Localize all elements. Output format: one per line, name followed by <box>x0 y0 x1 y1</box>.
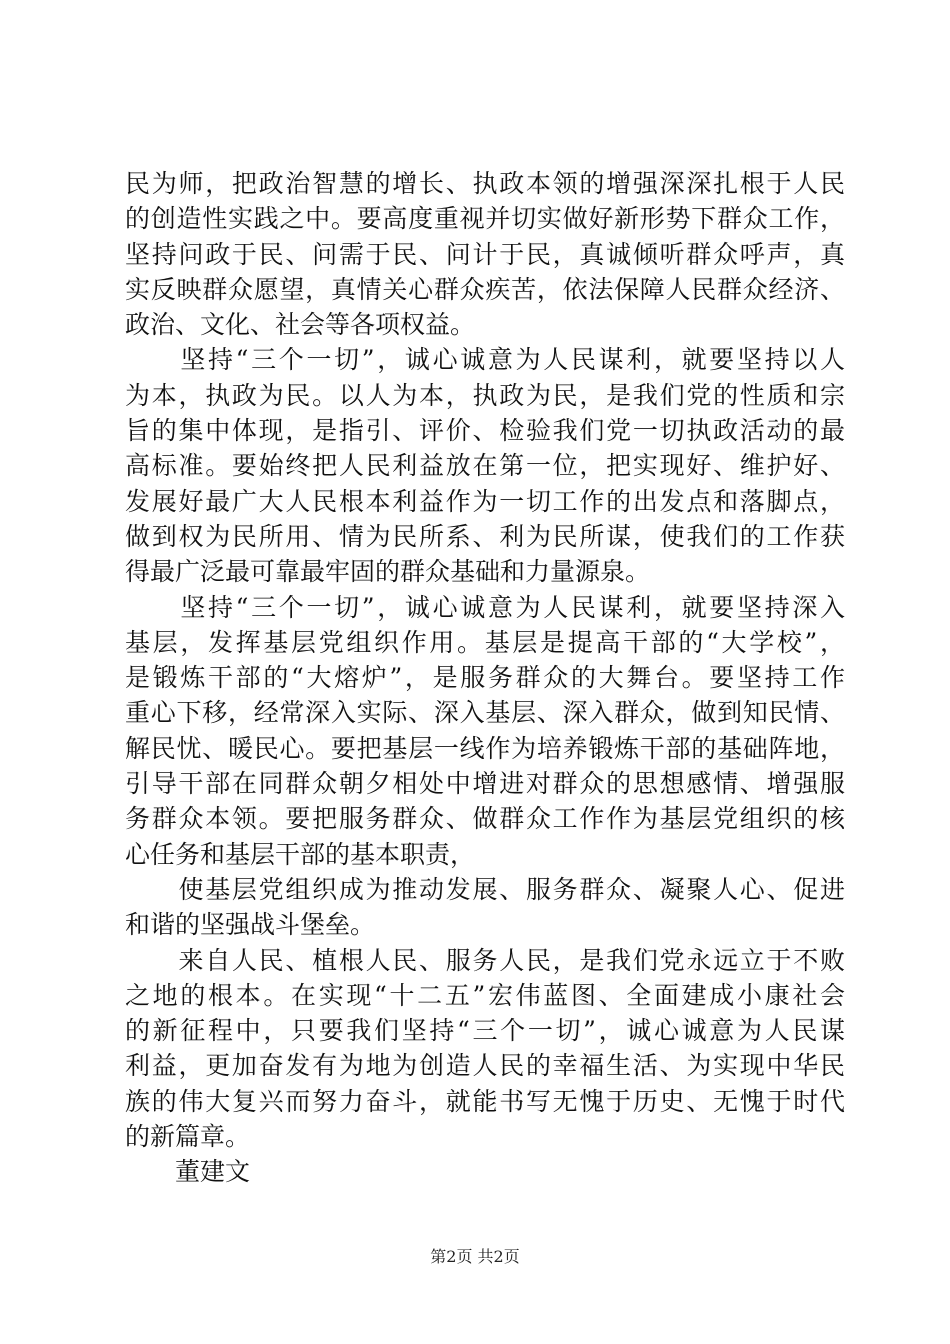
text-line: 民为师，把政治智慧的增长、执政本领的增强深深扎根于人民 <box>125 169 845 198</box>
text-line: 发展好最广大人民根本利益作为一切工作的出发点和落脚点， <box>125 486 845 516</box>
text-line: 坚持“三个一切”，诚心诚意为人民谋利，就要坚持深入 <box>125 592 845 622</box>
text-line: 来自人民、植根人民、服务人民，是我们党永远立于不败 <box>125 945 845 975</box>
text-line: 重心下移，经常深入实际、深入基层、深入群众，做到知民情、 <box>125 698 845 728</box>
text-line: 做到权为民所用、情为民所系、利为民所谋，使我们的工作获 <box>125 521 845 551</box>
text-line: 董建文 <box>125 1157 251 1187</box>
document-body <box>125 166 845 1190</box>
text-line: 坚持问政于民、问需于民、问计于民，真诚倾听群众呼声，真 <box>125 239 845 269</box>
text-line: 族的伟大复兴而努力奋斗，就能书写无愧于历史、无愧于时代 <box>125 1086 845 1116</box>
text-line: 和谐的坚强战斗堡垒。 <box>125 910 376 940</box>
text-line: 解民忧、暖民心。要把基层一线作为培养锻炼干部的基础阵地， <box>125 733 845 763</box>
text-line: 坚持“三个一切”，诚心诚意为人民谋利，就要坚持以人 <box>125 345 845 375</box>
text-line: 利益，更加奋发有为地为创造人民的幸福生活、为实现中华民 <box>125 1051 845 1081</box>
text-line: 得最广泛最可靠最牢固的群众基础和力量源泉。 <box>125 557 651 587</box>
text-line: 的新征程中，只要我们坚持“三个一切”，诚心诚意为人民谋 <box>125 1016 845 1046</box>
text-line: 的新篇章。 <box>125 1122 251 1152</box>
text-line: 政治、文化、社会等各项权益。 <box>125 310 476 340</box>
page-footer: 第2页 共2页 <box>430 1247 520 1266</box>
text-line: 基层，发挥基层党组织作用。基层是提高干部的“大学校”， <box>125 627 845 657</box>
text-line: 高标准。要始终把人民利益放在第一位，把实现好、维护好、 <box>125 451 845 481</box>
text-line: 之地的根本。在实现“十二五”宏伟蓝图、全面建成小康社会 <box>125 980 845 1010</box>
text-line: 务群众本领。要把服务群众、做群众工作作为基层党组织的核 <box>125 804 845 834</box>
text-line: 使基层党组织成为推动发展、服务群众、凝聚人心、促进 <box>125 874 845 904</box>
text-line: 旨的集中体现，是指引、评价、检验我们党一切执政活动的最 <box>125 416 845 446</box>
text-line: 心任务和基层干部的基本职责， <box>125 839 476 869</box>
text-line: 是锻炼干部的“大熔炉”，是服务群众的大舞台。要坚持工作 <box>125 663 845 693</box>
text-line: 为本，执政为民。以人为本，执政为民，是我们党的性质和宗 <box>125 380 845 410</box>
text-line: 实反映群众愿望，真情关心群众疾苦，依法保障人民群众经济、 <box>125 274 845 304</box>
text-line: 的创造性实践之中。要高度重视并切实做好新形势下群众工作， <box>125 204 845 234</box>
text-line: 引导干部在同群众朝夕相处中增进对群众的思想感情、增强服 <box>125 769 845 799</box>
